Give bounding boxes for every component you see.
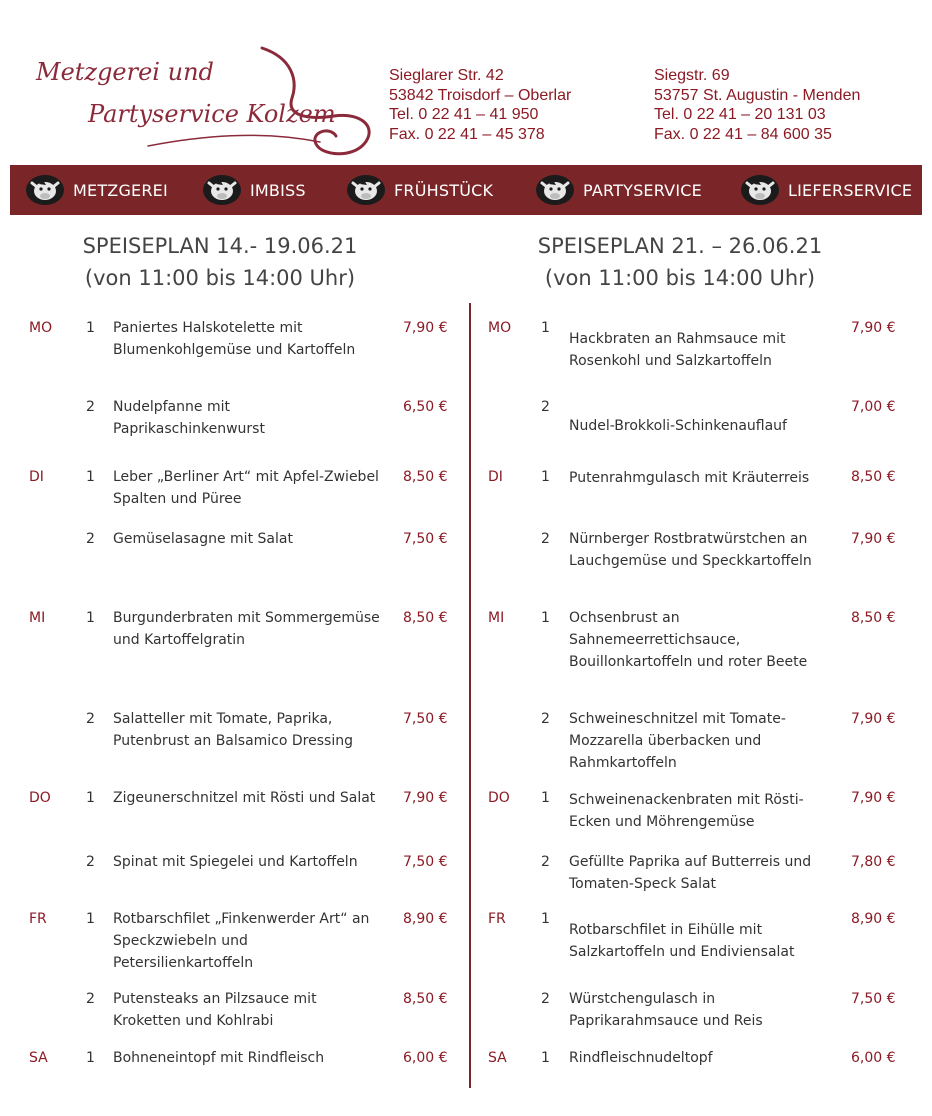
banner-item-imbiss xyxy=(203,175,306,205)
banner-item-partyservice xyxy=(536,175,702,205)
dish-price: 8,50 € xyxy=(403,991,448,1007)
day-label: MI xyxy=(29,610,46,626)
column-divider xyxy=(469,303,471,1088)
plan-title-week2 xyxy=(490,230,870,294)
dish-number: 2 xyxy=(541,711,550,727)
dish-price: 7,80 € xyxy=(851,854,896,870)
plan-title: SPEISEPLAN 14.- 19.06.21 xyxy=(82,234,358,258)
dish-description: Hackbraten an Rahmsauce mit Rosenkohl und Salzkartoffeln xyxy=(569,331,786,369)
dish-number: 1 xyxy=(86,610,95,626)
dish-price: 7,50 € xyxy=(403,531,448,547)
dish-number: 2 xyxy=(86,991,95,1007)
day-label: DI xyxy=(488,469,503,485)
plan-title: SPEISEPLAN 21. – 26.06.21 xyxy=(537,234,823,258)
dish-price: 8,50 € xyxy=(403,469,448,485)
banner-item-lieferservice xyxy=(741,175,912,205)
dish-description: Rotbarschfilet „Finkenwerder Art“ an Speckzwiebeln und Petersilienkartoffeln xyxy=(113,911,370,971)
address-tel: Tel. 0 22 41 – 41 950 xyxy=(389,106,539,123)
dish-description: Nudel-Brokkoli-Schinkenauflauf xyxy=(569,418,787,434)
day-label: MI xyxy=(488,610,505,626)
logo-line1: Metzgerei und xyxy=(36,58,214,86)
dish-description: Nudelpfanne mit Paprikaschinkenwurst xyxy=(113,399,265,437)
logo-line2: Partyservice Kolzem xyxy=(88,100,336,128)
dish-number: 1 xyxy=(86,469,95,485)
banner-label: PARTYSERVICE xyxy=(583,180,702,200)
dish-description: Rindfleischnudeltopf xyxy=(569,1050,713,1066)
dish-price: 6,50 € xyxy=(403,399,448,415)
dish-number: 1 xyxy=(541,790,550,806)
dish-number: 1 xyxy=(86,790,95,806)
address-troisdorf xyxy=(389,66,571,144)
dish-number: 1 xyxy=(541,610,550,626)
address-menden xyxy=(654,66,860,144)
banner-item-metzgerei xyxy=(26,175,168,205)
dish-price: 7,90 € xyxy=(851,711,896,727)
day-label: DO xyxy=(29,790,51,806)
dish-price: 7,90 € xyxy=(403,790,448,806)
dish-description: Spinat mit Spiegelei und Kartoffeln xyxy=(113,854,358,870)
dish-description: Schweineschnitzel mit Tomate-Mozzarella überbacken und Rahmkartoffeln xyxy=(569,711,786,771)
address-city: 53757 St. Augustin - Menden xyxy=(654,86,861,104)
day-label: FR xyxy=(488,911,506,927)
dish-number: 2 xyxy=(541,399,550,415)
dish-number: 1 xyxy=(86,1050,95,1066)
address-fax: Fax. 0 22 41 – 84 600 35 xyxy=(654,125,832,143)
dish-description: Ochsenbrust an Sahnemeerrettichsauce, Bouillonkartoffeln und roter Beete xyxy=(569,610,808,670)
address-fax: Fax. 0 22 41 – 45 378 xyxy=(389,125,545,143)
plan-title-week1 xyxy=(40,230,400,294)
banner-label: METZGEREI xyxy=(73,180,168,200)
day-label: MO xyxy=(488,320,512,336)
dish-description: Putenrahmgulasch mit Kräuterreis xyxy=(569,470,810,486)
dish-number: 1 xyxy=(541,320,550,336)
address-street: Siegstr. 69 xyxy=(654,67,730,84)
day-label: FR xyxy=(29,911,47,927)
dish-number: 1 xyxy=(86,320,95,336)
dish-price: 6,00 € xyxy=(851,1050,896,1066)
dish-price: 7,90 € xyxy=(403,320,448,336)
dish-number: 2 xyxy=(541,531,550,547)
dish-price: 7,90 € xyxy=(851,790,896,806)
dish-number: 1 xyxy=(541,911,550,927)
dish-price: 8,50 € xyxy=(851,610,896,626)
dish-number: 2 xyxy=(86,711,95,727)
dish-number: 1 xyxy=(541,1050,550,1066)
dish-description: Salatteller mit Tomate, Paprika, Putenbrust an Balsamico Dressing xyxy=(113,711,353,749)
banner-label: IMBISS xyxy=(250,180,306,200)
dish-price: 7,90 € xyxy=(851,320,896,336)
day-label: DI xyxy=(29,469,44,485)
dish-number: 2 xyxy=(541,991,550,1007)
plan-time: (von 11:00 bis 14:00 Uhr) xyxy=(84,266,356,290)
cow-icon xyxy=(26,175,64,205)
logo xyxy=(30,40,375,160)
dish-price: 8,90 € xyxy=(851,911,896,927)
dish-number: 1 xyxy=(86,911,95,927)
dish-description: Gemüselasagne mit Salat xyxy=(113,531,293,547)
service-banner xyxy=(10,165,922,215)
dish-description: Nürnberger Rostbratwürstchen an Lauchgemüse und Speckkartoffeln xyxy=(569,531,812,569)
dish-description: Paniertes Halskotelette mit Blumenkohlgemüse und Kartoffeln xyxy=(113,320,356,358)
dish-number: 2 xyxy=(86,854,95,870)
dish-description: Zigeunerschnitzel mit Rösti und Salat xyxy=(113,790,376,806)
day-label: SA xyxy=(29,1050,48,1066)
dish-description: Rotbarschfilet in Eihülle mit Salzkartoffeln und Endiviensalat xyxy=(569,922,795,960)
dish-price: 7,50 € xyxy=(851,991,896,1007)
dish-price: 8,50 € xyxy=(851,469,896,485)
plan-time: (von 11:00 bis 14:00 Uhr) xyxy=(544,266,816,290)
dish-price: 8,50 € xyxy=(403,610,448,626)
cow-icon xyxy=(203,175,241,205)
dish-number: 2 xyxy=(541,854,550,870)
dish-price: 6,00 € xyxy=(403,1050,448,1066)
day-label: SA xyxy=(488,1050,507,1066)
dish-price: 7,50 € xyxy=(403,711,448,727)
cow-icon xyxy=(741,175,779,205)
dish-description: Burgunderbraten mit Sommergemüse und Kartoffelgratin xyxy=(113,610,380,648)
day-label: DO xyxy=(488,790,510,806)
dish-description: Leber „Berliner Art“ mit Apfel-Zwiebel Spalten und Püree xyxy=(113,469,379,507)
dish-description: Putensteaks an Pilzsauce mit Kroketten und Kohlrabi xyxy=(113,991,317,1029)
banner-label: LIEFERSERVICE xyxy=(788,180,913,200)
dish-description: Gefüllte Paprika auf Butterreis und Tomaten-Speck Salat xyxy=(569,854,812,892)
dish-number: 2 xyxy=(86,531,95,547)
dish-price: 8,90 € xyxy=(403,911,448,927)
dish-price: 7,50 € xyxy=(403,854,448,870)
dish-number: 1 xyxy=(541,469,550,485)
dish-number: 2 xyxy=(86,399,95,415)
dish-description: Würstchengulasch in Paprikarahmsauce und Reis xyxy=(569,991,763,1029)
banner-label: FRÜHSTÜCK xyxy=(394,180,494,200)
address-street: Sieglarer Str. 42 xyxy=(389,67,504,84)
cow-icon xyxy=(536,175,574,205)
address-city: 53842 Troisdorf – Oberlar xyxy=(389,86,572,104)
dish-description: Bohneneintopf mit Rindfleisch xyxy=(113,1050,325,1066)
dish-price: 7,00 € xyxy=(851,399,896,415)
dish-price: 7,90 € xyxy=(851,531,896,547)
dish-description: Schweinenackenbraten mit Rösti-Ecken und Möhrengemüse xyxy=(569,792,804,830)
banner-item-frhstck xyxy=(347,175,493,205)
day-label: MO xyxy=(29,320,53,336)
address-tel: Tel. 0 22 41 – 20 131 03 xyxy=(654,106,826,123)
cow-icon xyxy=(347,175,385,205)
